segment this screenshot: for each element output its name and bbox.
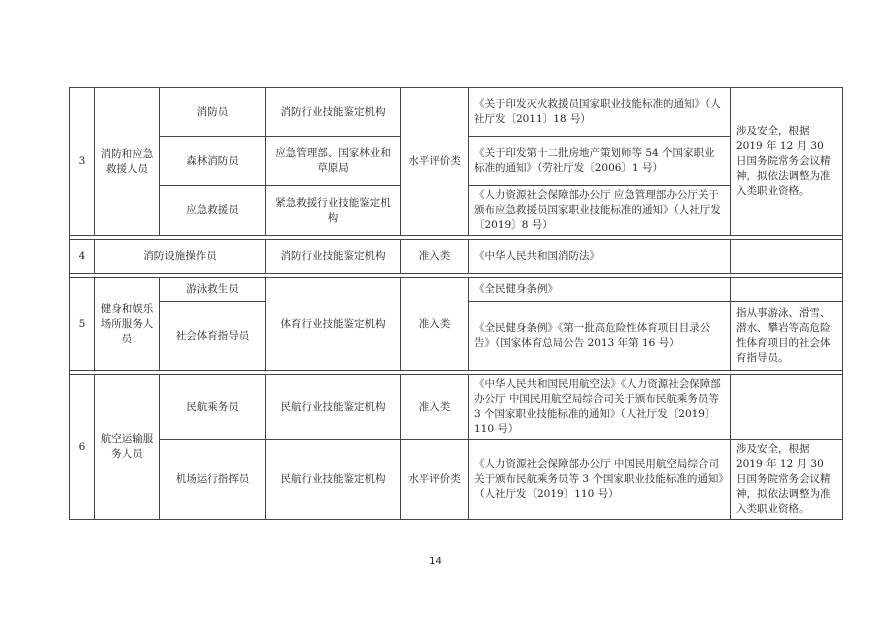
note-cell: 指从事游泳、滑雪、潜水、攀岩等高危险性体育项目的社会体育指导员。	[731, 302, 843, 371]
org-cell: 民航行业技能鉴定机构	[266, 440, 401, 520]
org-cell: 消防行业技能鉴定机构	[266, 88, 401, 137]
type-cell: 准入类	[401, 278, 469, 371]
table-row	[70, 88, 843, 137]
policy-cell: 《人力资源社会保障部办公厅 中国民用航空局综合司关于颁布民航乘务员等 3 个国家职业技能标准的通知》（人社厅发〔2019〕110 号）	[469, 440, 731, 520]
row-number: 4	[70, 240, 95, 274]
page-number: 14	[429, 556, 442, 567]
table-row	[70, 240, 843, 274]
type-cell: 水平评价类	[401, 88, 469, 236]
org-cell: 应急管理部、国家林业和草原局	[266, 137, 401, 186]
job-title: 民航乘务员	[160, 375, 266, 440]
row-number: 6	[70, 375, 95, 520]
job-title: 游泳救生员	[160, 278, 266, 302]
policy-cell: 《全民健身条例》	[469, 278, 731, 302]
row-number: 3	[70, 88, 95, 236]
category-cell: 健身和娱乐场所服务人员	[95, 278, 160, 371]
job-title: 森林消防员	[160, 137, 266, 186]
note-cell: 涉及安全，根据 2019 年 12 月 30 日国务院常务会议精神，拟依法调整为准入类职业资格。	[731, 88, 843, 236]
org-cell: 民航行业技能鉴定机构	[266, 375, 401, 440]
note-cell: 涉及安全，根据 2019 年 12 月 30 日国务院常务会议精神，拟依法调整为准入类职业资格。	[731, 440, 843, 520]
policy-cell: 《全民健身条例》《第一批高危险性体育项目目录公告》（国家体育总局公告 2013 年第 16 号）	[469, 302, 731, 371]
type-cell: 准入类	[401, 375, 469, 440]
note-cell	[731, 375, 843, 440]
org-cell: 体育行业技能鉴定机构	[266, 278, 401, 371]
policy-cell: 《人力资源社会保障部办公厅 应急管理部办公厅关于颁布应急救援员国家职业技能标准的通知》（人社厅发〔2019〕8 号）	[469, 186, 731, 236]
job-title: 应急救援员	[160, 186, 266, 236]
job-title: 社会体育指导员	[160, 302, 266, 371]
table-row	[70, 440, 843, 520]
job-title: 消防设施操作员	[95, 240, 266, 274]
job-title: 机场运行指挥员	[160, 440, 266, 520]
policy-cell: 《关于印发灭火救援员国家职业技能标准的通知》（人社厅发〔2011〕18 号）	[469, 88, 731, 137]
qualification-table	[69, 87, 843, 520]
job-title: 消防员	[160, 88, 266, 137]
org-cell: 紧急救援行业技能鉴定机构	[266, 186, 401, 236]
note-cell	[731, 240, 843, 274]
type-cell: 准入类	[401, 240, 469, 274]
org-cell: 消防行业技能鉴定机构	[266, 240, 401, 274]
table-row	[70, 278, 843, 302]
type-cell: 水平评价类	[401, 440, 469, 520]
category-cell: 消防和应急救援人员	[95, 88, 160, 236]
policy-cell: 《中华人民共和国民用航空法》《人力资源社会保障部办公厅 中国民用航空局综合司关于颁布民航乘务员等 3 个国家职业技能标准的通知》（人社厅发〔2019〕110 号）	[469, 375, 731, 440]
row-number: 5	[70, 278, 95, 371]
table-row	[70, 375, 843, 440]
policy-cell: 《关于印发第十二批房地产策划师等 54 个国家职业标准的通知》（劳社厅发〔2006〕1 号）	[469, 137, 731, 186]
category-cell: 航空运输服务人员	[95, 375, 160, 520]
policy-cell: 《中华人民共和国消防法》	[469, 240, 731, 274]
